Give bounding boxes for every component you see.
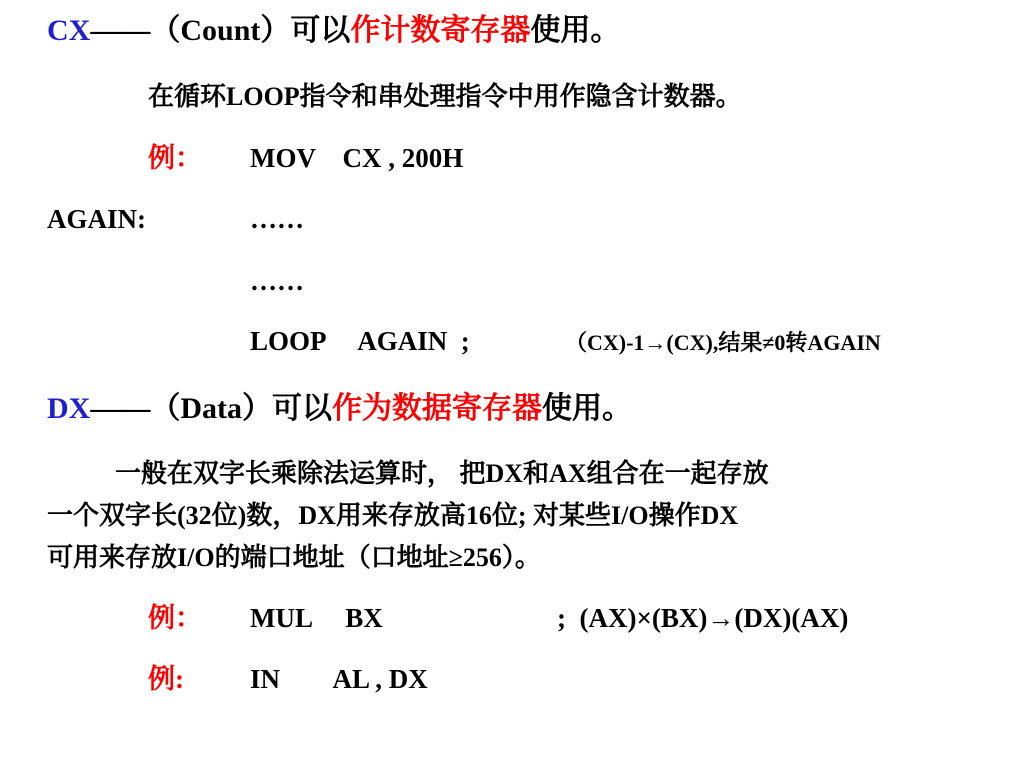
again-label: AGAIN: [47,204,146,234]
dx-example-2-instr: IN AL , DX [250,664,428,694]
dx-example-2-row [0,666,1024,698]
loop-instr: LOOP AGAIN ; [250,326,470,356]
cx-dots-row [0,268,1024,300]
cx-loop-row [0,328,1024,360]
dx-example-1-label: 例： [148,603,202,633]
cx-heading [47,16,620,46]
cx-highlight: 作计数寄存器 [350,14,531,47]
dx-pre: 可以 [272,392,332,425]
cx-example-label: 例： [148,143,202,173]
dx-register-name: DX [47,392,91,425]
cx-post: 使用。 [530,14,621,47]
dx-paragraph-line-2: 一个双字长(32位)数，DX用来存放高16位; 对某些I/O操作DX [47,501,739,530]
dx-paragraph-line-1: 一般在双字长乘除法运算时， 把DX和AX组合在一起存放 [115,459,769,488]
dx-paren: （Data） [150,392,272,425]
cx-pre: 可以 [290,14,351,47]
dx-heading [47,394,632,424]
dx-dash: —— [90,392,151,425]
ellipsis-2: …… [250,266,304,296]
dx-example-1-row [0,605,1024,637]
cx-again-row [0,206,1024,238]
loop-comment: （CX)-1→(CX),结果≠0转AGAIN [565,330,881,355]
cx-description: 在循环LOOP指令和串处理指令中用作隐含计数器。 [148,82,742,111]
cx-example-instr: MOV CX , 200H [250,143,464,173]
dx-paragraph-line-3: 可用来存放I/O的端口地址（口地址≥256）。 [47,543,541,572]
cx-register-name: CX [47,14,91,47]
dx-highlight: 作为数据寄存器 [332,392,542,425]
ellipsis-1: …… [250,204,304,234]
cx-dash: —— [90,14,151,47]
cx-paren: （Count） [150,14,291,47]
dx-post: 使用。 [542,392,632,425]
dx-example-2-label: 例: [148,664,184,694]
dx-example-1-instr: MUL BX [250,603,383,633]
dx-example-1-comment: ; (AX)×(BX)→(DX)(AX) [557,603,849,633]
cx-example-row [0,145,1024,177]
